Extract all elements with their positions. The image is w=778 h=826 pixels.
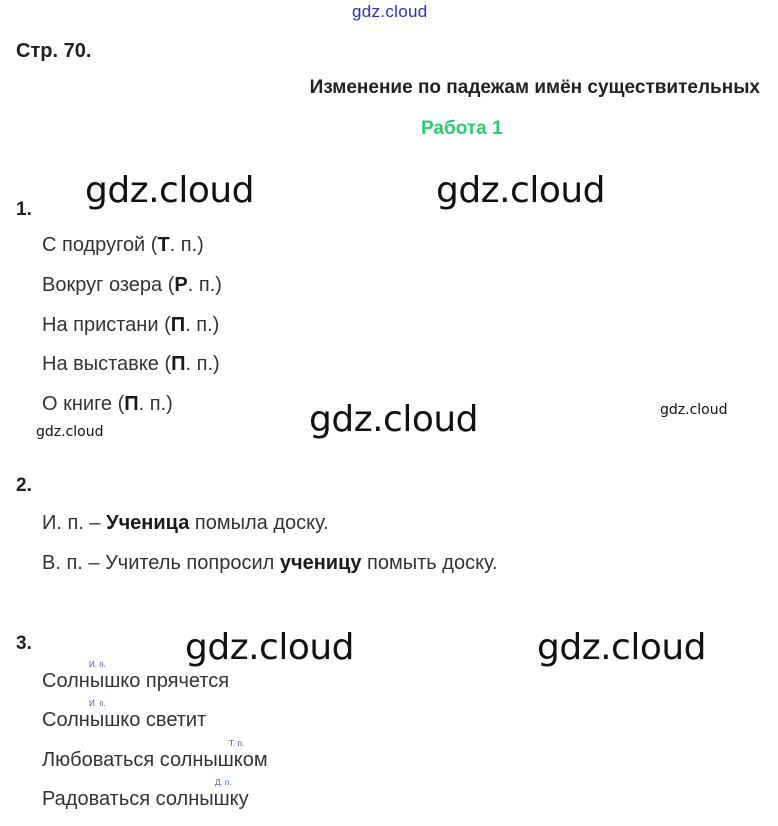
item-end: . п.)	[138, 393, 173, 415]
task-2-line	[42, 552, 498, 575]
top-watermark: gdz.cloud	[352, 2, 428, 21]
item-text: На выставке (	[42, 353, 172, 375]
case-letter: Р	[174, 274, 188, 296]
watermark: gdz.cloud	[660, 402, 728, 418]
item-text: Вокруг озера (	[42, 274, 175, 296]
task-3-item: Солнышко светит	[42, 709, 207, 731]
task-2-line	[42, 512, 329, 535]
page-title: Изменение по падежам имён существительных	[309, 77, 760, 98]
line-bold: Ученица	[106, 512, 190, 534]
case-letter: Т	[157, 234, 170, 256]
task-2-number: 2.	[16, 475, 32, 496]
watermark: gdz.cloud	[36, 424, 104, 440]
case-annotation: Т. п.	[229, 739, 244, 748]
work-subtitle: Работа 1	[421, 118, 503, 139]
case-letter: П	[170, 314, 186, 336]
task-3-number: 3.	[16, 633, 32, 654]
task-1-item	[42, 274, 222, 297]
line-post: помыть доску.	[361, 552, 498, 574]
line-post: помыла доску.	[189, 512, 329, 534]
task-3-item: Любоваться солнышком	[42, 749, 268, 771]
item-end: . п.)	[169, 234, 204, 256]
item-end: . п.)	[185, 353, 220, 375]
task-1-item	[42, 393, 173, 416]
task-1-number: 1.	[16, 199, 32, 220]
item-end: . п.)	[187, 274, 222, 296]
task-1-item	[42, 314, 219, 337]
case-letter: П	[124, 393, 139, 415]
watermark: gdz.cloud	[436, 170, 606, 211]
task-3-item: Радоваться солнышку	[42, 788, 249, 810]
item-end: . п.)	[185, 314, 220, 336]
item-text: С подругой (	[42, 234, 158, 256]
item-text: О книге (	[42, 393, 125, 415]
case-annotation: И. п.	[89, 660, 106, 669]
case-annotation: Д. п.	[215, 778, 232, 787]
task-1-item	[42, 353, 220, 376]
task-3-item: Солнышко прячется	[42, 670, 230, 692]
watermark: gdz.cloud	[85, 170, 255, 211]
line-pre: В. п. – Учитель попросил	[42, 552, 280, 574]
task-1-item	[42, 234, 204, 257]
line-pre: И. п. –	[42, 512, 107, 534]
watermark: gdz.cloud	[185, 627, 355, 668]
page-number: Стр. 70.	[16, 40, 92, 62]
watermark: gdz.cloud	[537, 627, 707, 668]
line-bold: ученицу	[279, 552, 362, 574]
item-text: На пристани (	[42, 314, 171, 336]
watermark: gdz.cloud	[309, 399, 479, 440]
case-letter: П	[171, 353, 186, 375]
case-annotation: И. п.	[89, 699, 106, 708]
